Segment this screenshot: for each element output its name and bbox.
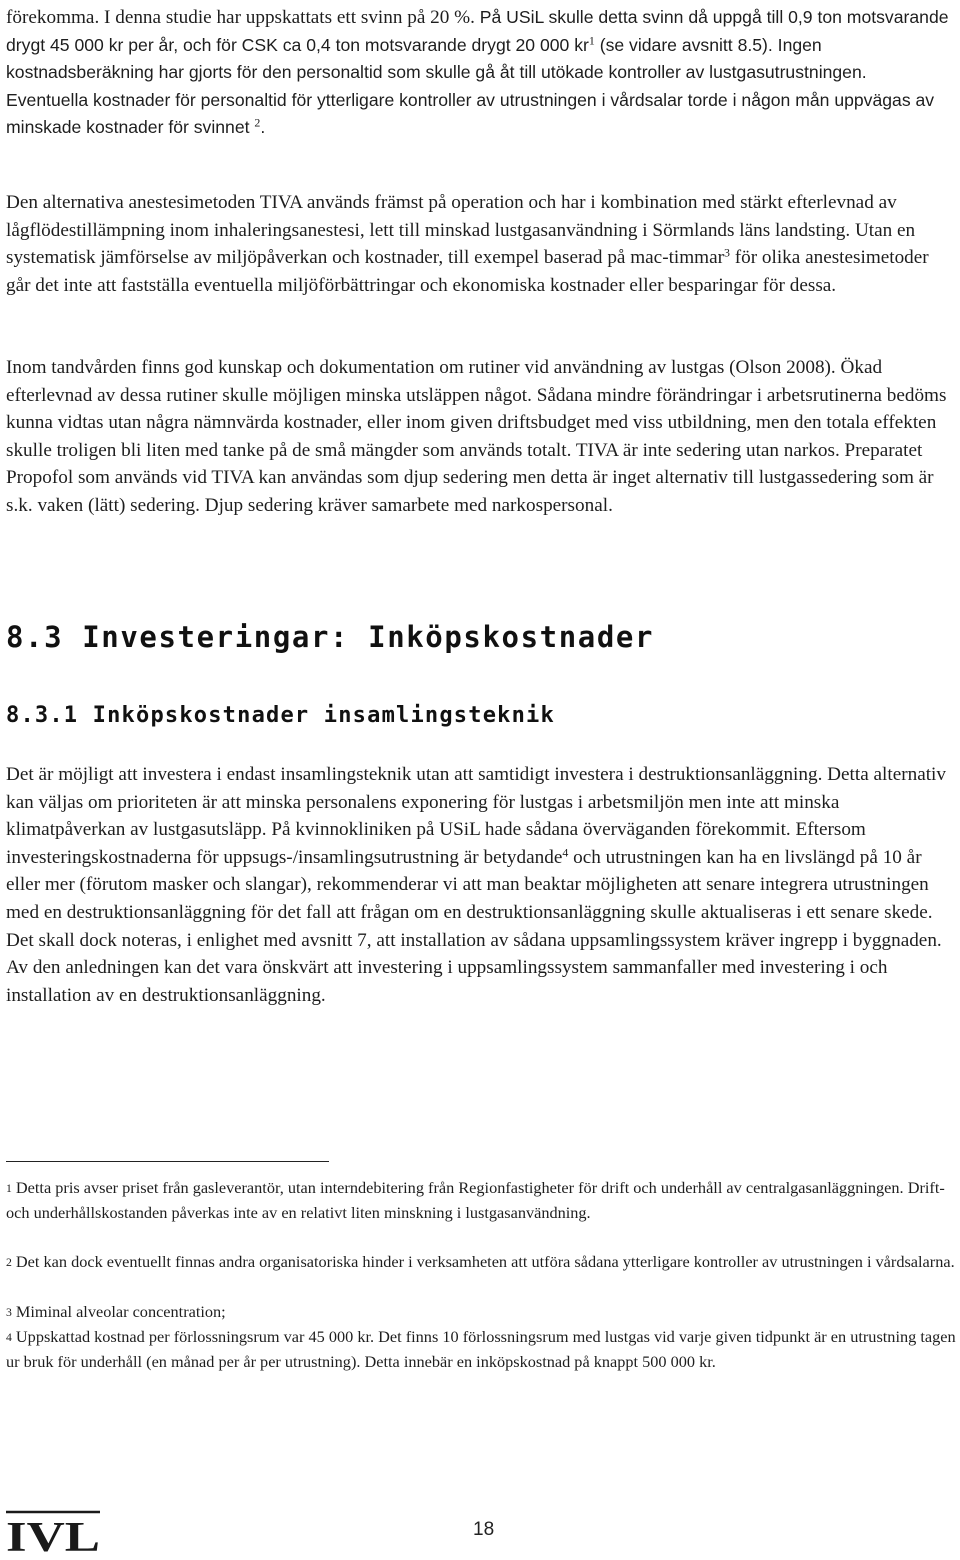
footnote-3	[6, 1300, 956, 1325]
page-number: 18	[473, 1519, 495, 1540]
paragraph-3: Inom tandvården finns god kunskap och dokumentation om rutiner vid användning av lustgas (Olson 2008). Ökad efterlevnad av dessa rutiner skulle möjligen minska utsläppen något. Sådana mindre förändringar i arbetsrutinerna bedöms kunna vidtas utan några nämnvärda kostnader, eller inom given driftsbudget med viss utbildning, men den totala effekten skulle troligen bli liten med tanke på de små mängder som används totalt. TIVA är inte sedering utan narkos. Preparatet Propofol som används vid TIVA kan användas som djup sedering men detta är inget alternativ till lustgassedering som är s.k. vaken (lätt) sedering. Djup sedering kräver samarbete med narkospersonal.	[6, 357, 947, 516]
footnote-1-text: Detta pris avser priset från gasleverantör, utan interndebitering från Regionfastigheter för drift och underhåll av centralgasanläggningen. Drift- och underhållskostanden påverkas inte av en relativt liten minskning i lustgasanvändning.	[6, 1178, 945, 1223]
ivl-logo-graphic	[6, 1509, 102, 1555]
section-heading-8-3: 8.3 Investeringar: Inköpskostnader	[6, 620, 655, 654]
footnote-3-text: Miminal alveolar concentration;	[11, 1302, 226, 1321]
footnote-1	[6, 1176, 956, 1226]
footnote-separator	[6, 1161, 329, 1162]
footnote-2-mark: 2	[6, 1255, 12, 1269]
footnote-2	[6, 1250, 956, 1275]
footnote-4-mark: 4	[6, 1330, 12, 1344]
footnote-1-mark: 1	[6, 1181, 12, 1195]
ivl-logo-icon	[6, 1509, 102, 1555]
footnote-ref-4: 4	[562, 845, 569, 860]
paragraph-4-part-a: Det är möjligt att investera i endast insamlingsteknik utan att samtidigt investera i destruktionsanläggning. Detta alternativ kan väljas om prioriteten är att minska personalens exponering för lustgas i arbetsmiljön men inte att minska klimatpåverkan av lustgasutsläpp. På kvinnokliniken på USiL hade sådana överväganden förekommit. Eftersom investeringskostnaderna för uppsugs-/insamlingsutrustning är betydande	[6, 764, 946, 868]
paragraph-2	[6, 189, 952, 299]
footnote-3-mark: 3	[6, 1305, 12, 1319]
ivl-logo-text: IVL	[6, 1515, 100, 1555]
footnote-4-text: Uppskattad kostnad per förlossningsrum var 45 000 kr. Det finns 10 förlossningsrum med lustgas vid varje given tidpunkt är en utrustning tagen ur bruk för underhåll (en månad per år per utrustning). Detta innebär en inköpskostnad på knappt 500 000 kr.	[6, 1327, 956, 1372]
section-heading-8-3-1: 8.3.1 Inköpskostnader insamlingsteknik	[6, 703, 555, 728]
footnote-2-text: Det kan dock eventuellt finnas andra organisatoriska hinder i verksamheten att utföra sådana ytterligare kontroller av utrustningen i vårdsalarna.	[11, 1252, 955, 1271]
paragraph-1-part-b: På USiL skulle detta svinn då uppgå till 0,9 ton motsvarande drygt 45 000 kr per år, och för CSK ca 0,4 ton motsvarande drygt 20 000 kr	[6, 7, 949, 55]
footnote-4	[6, 1325, 956, 1375]
paragraph-1	[6, 4, 952, 142]
paragraph-2-part-a: Den alternativa anestesimetoden TIVA används främst på operation och har i kombination med stärkt efterlevnad av lågflödestillämpning inom inhaleringsanestesi, lett till minskad lustgasanvändning i Sörmlands läns landsting. Utan en systematisk jämförselse av miljöpåverkan och kostnader, till exempel baserad på mac-timmar	[6, 192, 916, 269]
paragraph-1-part-d: .	[260, 117, 266, 138]
footnote-ref-3: 3	[724, 245, 730, 260]
paragraph-4-part-b: och utrustningen kan ha en livslängd på 10 år eller mer (förutom masker och slangar), rekommenderar vi att man beaktar möjligheten att senare integrera utrustningen med en destruktionsanläggning för det fall att frågan om en destruktionsanläggning skulle aktualiseras i ett senare skede. Det skall dock noteras, i enlighet med avsnitt 7, att installation av sådana uppsamlingssystem kräver ingrepp i byggnaden. Av den anledningen kan det vara önskvärt att investering i uppsamlingssystem sammanfaller med investering i och installation av en destruktionsanläggning.	[6, 846, 942, 1006]
footnote-ref-1: 1	[588, 33, 595, 48]
footnote-ref-2: 2	[254, 115, 261, 130]
paragraph-4	[6, 761, 952, 1009]
paragraph-1-part-a: förekomma. I denna studie har uppskattats ett svinn på 20 %.	[6, 7, 480, 28]
paragraph-2-part-b: för olika anestesimetoder går det inte att fastställa eventuella miljöförbättringar och ekonomiska kostnader eller besparingar för dessa.	[6, 247, 929, 296]
paragraph-1-part-c: (se vidare avsnitt 8.5). Ingen kostnadsberäkning har gjorts för den personaltid som skulle gå åt till utökade kontroller av lustgasutrustningen. Eventuella kostnader för personaltid för ytterligare kontroller av utrustningen i vårdsalar torde i någon mån uppvägas av minskade kostnader för svinnet	[6, 34, 935, 138]
